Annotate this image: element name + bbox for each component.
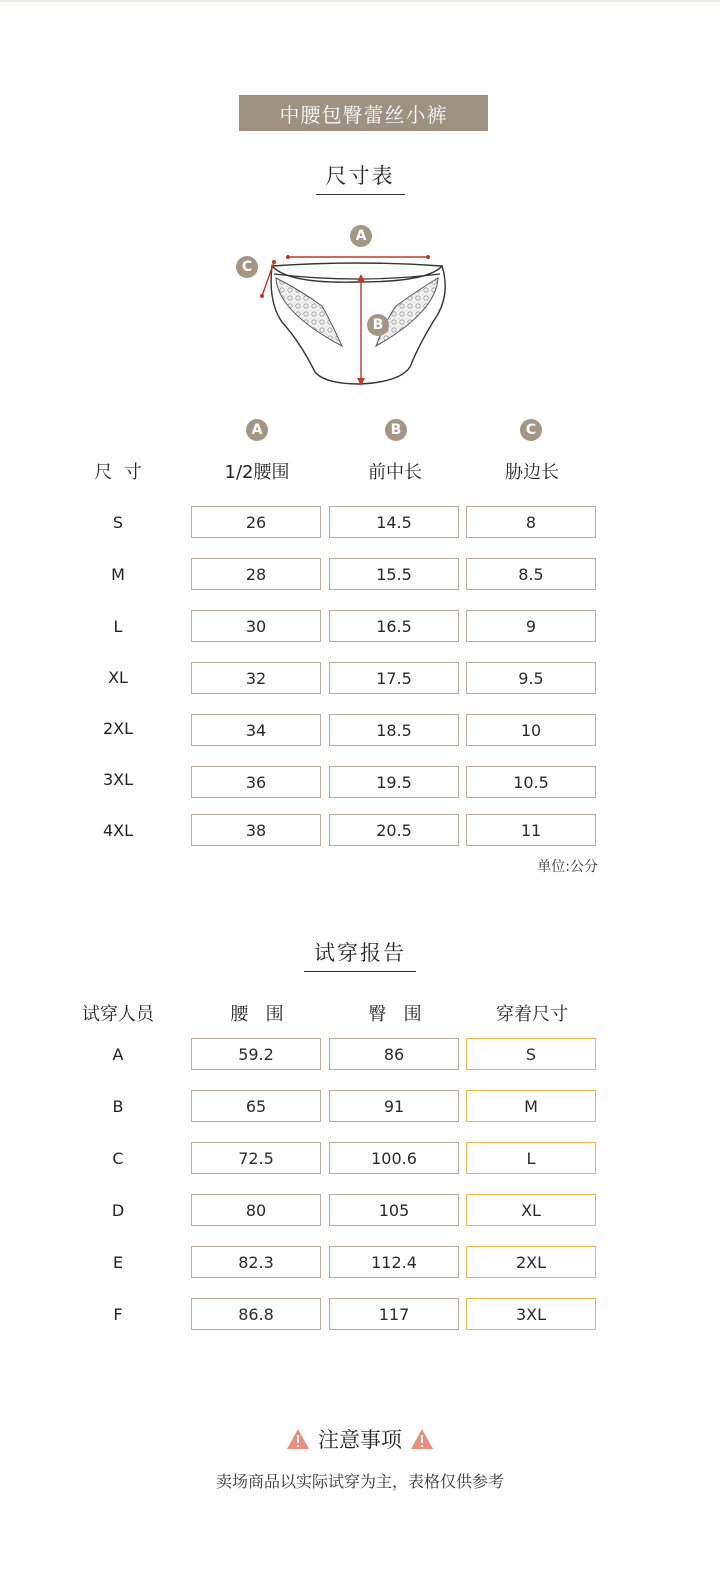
size-chart-heading	[0, 160, 720, 195]
garment-diagram	[230, 222, 470, 396]
size-cell: 10.5	[466, 766, 596, 798]
tester-label: B	[112, 1097, 124, 1116]
diagram-marker-b: B	[367, 314, 389, 336]
column-marker-b: B	[385, 419, 407, 441]
trial-cell: 72.5	[191, 1142, 321, 1174]
trial-cell: 100.6	[329, 1142, 459, 1174]
size-cell: 18.5	[329, 714, 459, 746]
size-label: M	[111, 565, 125, 584]
size-cell: 17.5	[329, 662, 459, 694]
size-cell: 11	[466, 814, 596, 846]
worn-size-cell: 2XL	[466, 1246, 596, 1278]
warning-icon	[410, 1428, 434, 1450]
column-header-side-length: 胁边长	[505, 462, 559, 483]
worn-size-cell: 3XL	[466, 1298, 596, 1330]
top-divider	[0, 0, 720, 2]
worn-size-cell: L	[466, 1142, 596, 1174]
header-waist: 腰 围	[230, 1004, 284, 1025]
trial-cell: 112.4	[329, 1246, 459, 1278]
header-tester: 试穿人员	[82, 1004, 154, 1025]
tester-label: E	[112, 1253, 124, 1272]
trial-cell: 80	[191, 1194, 321, 1226]
trial-cell: 65	[191, 1090, 321, 1122]
size-label: L	[113, 617, 123, 636]
briefs-illustration	[230, 222, 470, 392]
size-cell: 8	[466, 506, 596, 538]
size-label: 4XL	[102, 821, 134, 840]
size-cell: 30	[191, 610, 321, 642]
size-chart-title: 尺寸表	[316, 160, 405, 195]
tester-label: F	[113, 1305, 123, 1324]
size-cell: 28	[191, 558, 321, 590]
size-cell: 9	[466, 610, 596, 642]
notice-heading	[0, 1424, 720, 1454]
warning-icon	[286, 1428, 310, 1450]
tester-label: A	[112, 1045, 124, 1064]
worn-size-cell: M	[466, 1090, 596, 1122]
product-title-banner: 中腰包臀蕾丝小裤	[239, 95, 488, 131]
trial-cell: 86	[329, 1038, 459, 1070]
worn-size-cell: S	[466, 1038, 596, 1070]
trial-cell: 86.8	[191, 1298, 321, 1330]
column-header-front-length: 前中长	[368, 462, 422, 483]
trial-cell: 117	[329, 1298, 459, 1330]
column-header-half-waist: 1/2腰围	[224, 462, 290, 483]
size-cell: 38	[191, 814, 321, 846]
size-cell: 36	[191, 766, 321, 798]
size-cell: 15.5	[329, 558, 459, 590]
trial-report-heading	[0, 937, 720, 972]
tester-label: C	[112, 1149, 124, 1168]
size-cell: 34	[191, 714, 321, 746]
size-label: 3XL	[102, 770, 134, 789]
size-cell: 19.5	[329, 766, 459, 798]
notice-text: 卖场商品以实际试穿为主，表格仅供参考	[215, 1472, 504, 1491]
trial-cell: 82.3	[191, 1246, 321, 1278]
trial-report-title: 试穿报告	[304, 937, 416, 972]
size-cell: 16.5	[329, 610, 459, 642]
trial-cell: 59.2	[191, 1038, 321, 1070]
size-cell: 9.5	[466, 662, 596, 694]
notice-title: 注意事项	[318, 1428, 402, 1452]
tester-label: D	[111, 1201, 125, 1220]
size-cell: 20.5	[329, 814, 459, 846]
size-cell: 32	[191, 662, 321, 694]
size-row-header: 尺 寸	[94, 462, 142, 483]
size-label: S	[112, 513, 124, 532]
size-cell: 26	[191, 506, 321, 538]
header-hip: 臀 围	[368, 1004, 422, 1025]
diagram-marker-c: C	[236, 256, 258, 278]
size-label: 2XL	[102, 719, 134, 738]
size-cell: 14.5	[329, 506, 459, 538]
size-cell: 8.5	[466, 558, 596, 590]
unit-note: 单位:公分	[537, 859, 598, 875]
trial-cell: 105	[329, 1194, 459, 1226]
trial-cell: 91	[329, 1090, 459, 1122]
size-label: XL	[108, 668, 128, 687]
worn-size-cell: XL	[466, 1194, 596, 1226]
header-worn-size: 穿着尺寸	[496, 1004, 568, 1025]
column-marker-c: C	[520, 419, 542, 441]
column-marker-a: A	[246, 419, 268, 441]
size-cell: 10	[466, 714, 596, 746]
diagram-marker-a: A	[350, 225, 372, 247]
